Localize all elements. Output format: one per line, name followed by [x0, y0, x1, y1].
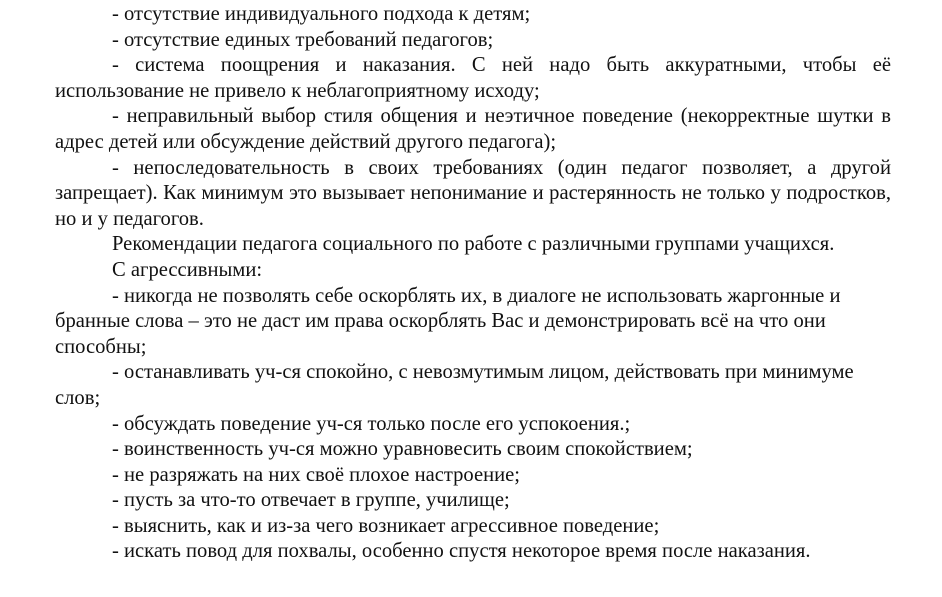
paragraph-communication-style: - неправильный выбор стиля общения и неэтичное поведение (некорректные шутки в адрес детей или обсуждение действий другого педагога);	[55, 105, 891, 153]
paragraph-discuss-after-calming: - обсуждать поведение уч-ся только после его успокоения.;	[112, 412, 631, 435]
paragraph-no-unified-requirements: - отсутствие единых требований педагогов;	[112, 28, 494, 51]
paragraph-give-responsibility: - пусть за что-то отвечает в группе, училище;	[112, 489, 510, 512]
paragraph-find-cause: - выяснить, как и из-за чего возникает агрессивное поведение;	[112, 514, 660, 537]
paragraph-inconsistency: - непоследовательность в своих требованиях (один педагог позволяет, а другой запрещает). Как минимум это вызывает непонимание и растерянность не только у подростков, но и у педагогов.	[55, 156, 891, 230]
paragraph-aggressive-subheading: С агрессивными:	[112, 258, 263, 281]
paragraph-find-praise: - искать повод для похвалы, особенно спустя некоторое время после наказания.	[112, 540, 811, 563]
paragraph-no-individual-approach: - отсутствие индивидуального подхода к детям;	[112, 3, 531, 25]
document-page	[55, 2, 891, 565]
paragraph-never-insult: - никогда не позволять себе оскорблять их, в диалоге не использовать жаргонные и бранные слова – это не даст им права оскорблять Вас и демонстрировать всё на что они способны;	[55, 284, 841, 358]
paragraph-reward-punishment-system: - система поощрения и наказания. С ней надо быть аккуратными, чтобы её использование не привело к неблагоприятному исходу;	[55, 54, 891, 102]
paragraph-balance-militancy: - воинственность уч-ся можно уравновесить своим спокойствием;	[112, 438, 693, 461]
paragraph-stop-calmly: - останавливать уч-ся спокойно, с невозмутимым лицом, действовать при минимуме слов;	[55, 361, 854, 409]
paragraph-no-bad-mood: - не разряжать на них своё плохое настроение;	[112, 463, 521, 486]
paragraph-recommendations-heading: Рекомендации педагога социального по работе с различными группами учащихся.	[112, 233, 835, 256]
